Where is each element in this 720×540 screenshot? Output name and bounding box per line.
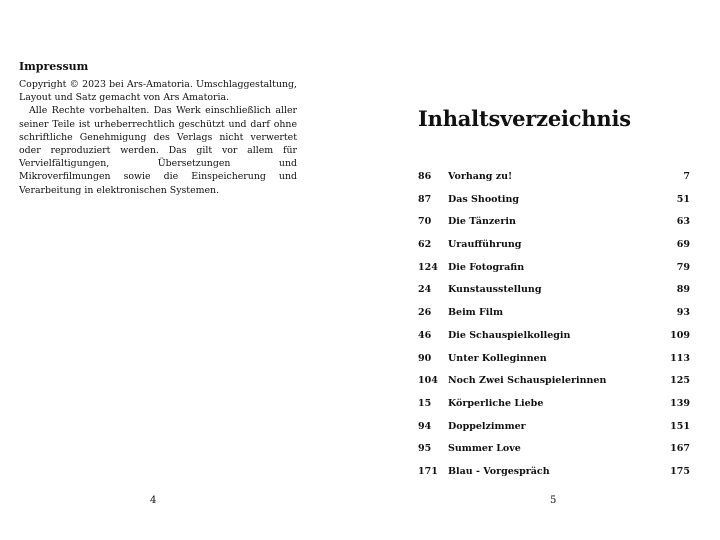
- toc-entry[interactable]: [418, 398, 690, 421]
- toc-entry-title: Die Tänzerin: [448, 216, 516, 228]
- toc-entry-number: 95: [418, 443, 432, 455]
- toc-entry-page: 113: [670, 352, 690, 364]
- toc-entry[interactable]: [418, 307, 690, 330]
- toc-entry-number: 24: [418, 284, 432, 296]
- toc-entry-number: 104: [418, 375, 438, 387]
- toc-entry-page: 167: [670, 443, 690, 455]
- toc-entry-page: 51: [676, 193, 690, 205]
- toc-entry-page: 93: [676, 307, 690, 319]
- toc-entry[interactable]: [418, 353, 690, 376]
- toc-entry[interactable]: [418, 239, 690, 262]
- toc-entry-page: 109: [670, 329, 690, 341]
- toc-entry[interactable]: [418, 194, 690, 217]
- imprint-rights-paragraph: Alle Rechte vorbehalten. Das Werk einschließlich aller seiner Teile ist urheberrechtlich geschützt und darf ohne schriftliche Genehmigung des Verlags nicht verwertet oder reproduziert werden. Das gilt vor allem für Vervielfältigungen, Übersetzungen und Mikroverfilmungen sowie die Einspeicherung und Verarbeitung in elektronischen Systemen.: [19, 105, 297, 196]
- toc-entry[interactable]: [418, 466, 690, 489]
- toc-entry-title: Das Shooting: [448, 193, 520, 205]
- toc-entry-title: Vorhang zu!: [448, 171, 513, 182]
- toc-entry-number: 46: [418, 329, 432, 341]
- toc-entry[interactable]: [418, 375, 690, 398]
- toc-entry-title: Beim Film: [448, 307, 504, 319]
- right-page: [360, 0, 720, 540]
- page-number-left: 4: [150, 495, 157, 506]
- toc-entry-title: Die Schauspielkollegin: [448, 329, 571, 341]
- toc-entry[interactable]: [418, 216, 690, 239]
- toc-entry-title: Summer Love: [448, 443, 521, 455]
- imprint-text: [19, 78, 297, 197]
- toc-entry-page: 125: [670, 375, 690, 387]
- toc-entry-page: 69: [676, 239, 690, 251]
- toc-entry-title: Uraufführung: [448, 239, 522, 251]
- toc-entry-number: 90: [418, 352, 432, 364]
- toc-entry-number: 62: [418, 239, 432, 251]
- toc-entry-number: 15: [418, 397, 432, 409]
- toc-entry[interactable]: [418, 262, 690, 285]
- toc-entry-number: 70: [418, 216, 432, 228]
- toc-entry-title: Blau - Vorgespräch: [448, 465, 550, 477]
- imprint-copyright-paragraph: Copyright © 2023 bei Ars-Amatoria. Umschlaggestaltung, Layout und Satz gemacht von Ars Amatoria.: [19, 79, 297, 104]
- toc-entry-number: 94: [418, 420, 432, 432]
- toc-entry-title: Noch Zwei Schauspielerinnen: [448, 375, 607, 387]
- toc-entry-title: Unter Kolleginnen: [448, 352, 547, 364]
- page-number-right: 5: [550, 495, 557, 506]
- toc-entry-page: 89: [676, 284, 690, 296]
- toc-entry-number: 124: [418, 261, 438, 273]
- toc-entry-number: 171: [418, 465, 438, 477]
- toc-entry-number: 86: [418, 171, 432, 182]
- toc-heading: Inhaltsverzeichnis: [418, 106, 631, 131]
- toc-entry-page: 7: [683, 171, 690, 182]
- toc-entry-page: 79: [676, 261, 690, 273]
- toc-entry-page: 151: [670, 420, 690, 432]
- toc-list: [418, 171, 690, 489]
- toc-entry-page: 139: [670, 397, 690, 409]
- toc-entry-page: 175: [670, 465, 690, 477]
- toc-entry[interactable]: [418, 330, 690, 353]
- toc-entry-title: Doppelzimmer: [448, 420, 526, 432]
- toc-entry[interactable]: [418, 443, 690, 466]
- toc-entry[interactable]: [418, 171, 690, 194]
- toc-entry-number: 26: [418, 307, 432, 319]
- toc-entry-title: Die Fotografin: [448, 261, 525, 273]
- toc-entry-title: Kunstausstellung: [448, 284, 542, 296]
- imprint-heading: Impressum: [19, 60, 89, 73]
- toc-entry[interactable]: [418, 284, 690, 307]
- toc-entry-title: Körperliche Liebe: [448, 397, 544, 409]
- toc-entry-number: 87: [418, 193, 432, 205]
- toc-entry[interactable]: [418, 421, 690, 444]
- toc-entry-page: 63: [676, 216, 690, 228]
